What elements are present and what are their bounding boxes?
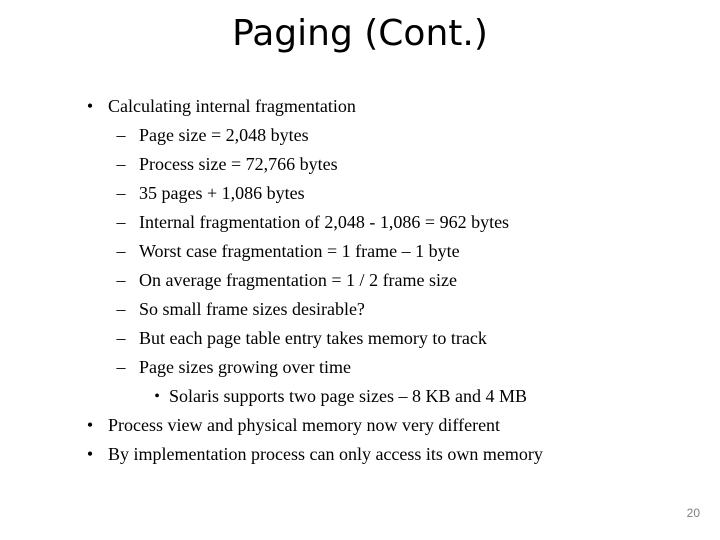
- dash-icon: –: [116, 299, 126, 319]
- sub-bullet-text: 35 pages + 1,086 bytes: [139, 183, 305, 203]
- slide-title: Paging (Cont.): [232, 13, 488, 54]
- dash-icon: –: [116, 154, 126, 174]
- dash-icon: –: [116, 357, 126, 377]
- sub-bullet-text: Worst case fragmentation = 1 frame – 1 byte: [139, 241, 460, 261]
- bullet-icon: •: [86, 96, 94, 116]
- sub-bullet-text: On average fragmentation = 1 / 2 frame size: [139, 270, 458, 290]
- dash-icon: –: [116, 241, 126, 261]
- sub-bullet-text: Internal fragmentation of 2,048 - 1,086 = 962 bytes: [139, 212, 510, 232]
- dash-icon: –: [116, 270, 126, 290]
- dash-icon: –: [116, 328, 126, 348]
- dash-icon: –: [116, 183, 126, 203]
- dash-icon: –: [116, 125, 126, 145]
- bullet-icon: •: [154, 388, 160, 405]
- sub-bullet-text: But each page table entry takes memory to track: [139, 328, 487, 348]
- sub-sub-bullet-text: Solaris supports two page sizes – 8 KB and 4 MB: [169, 386, 527, 406]
- bullet-text: Calculating internal fragmentation: [108, 96, 356, 116]
- bullet-icon: •: [86, 415, 94, 435]
- sub-bullet-text: Page size = 2,048 bytes: [139, 125, 309, 145]
- sub-bullet-text: So small frame sizes desirable?: [139, 299, 365, 319]
- sub-bullet-text: Process size = 72,766 bytes: [139, 154, 338, 174]
- bullet-icon: •: [86, 444, 94, 464]
- bullet-text: Process view and physical memory now very different: [108, 415, 501, 435]
- page-number: 20: [686, 506, 700, 520]
- sub-bullet-text: Page sizes growing over time: [139, 357, 351, 377]
- bullet-text: By implementation process can only access its own memory: [108, 444, 543, 464]
- dash-icon: –: [116, 212, 126, 232]
